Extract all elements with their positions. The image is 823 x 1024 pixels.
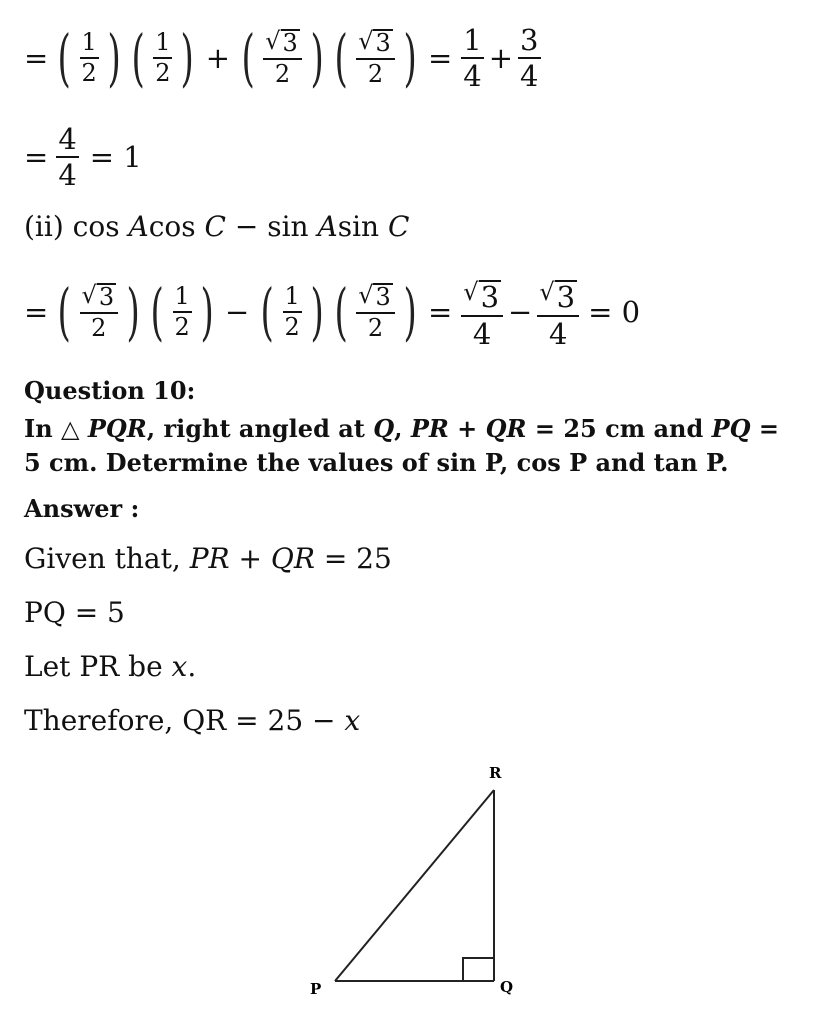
answer-label: Answer : bbox=[24, 494, 140, 523]
question-text-line-1: In △ PQR, right angled at Q, PR + QR = 25 cm and PQ = bbox=[24, 414, 779, 443]
fraction: √ 3 4 bbox=[537, 275, 579, 349]
equation-line-2 bbox=[24, 118, 142, 196]
given-line: Given that, PR + QR = 25 bbox=[24, 542, 392, 575]
fraction: $\frac{1}{4}$ bbox=[463, 22, 482, 93]
paren-group: ( $\frac{1}{2}$ ) bbox=[150, 275, 214, 348]
therefore-line: Therefore, QR = 25 − x bbox=[24, 704, 361, 737]
sqrt-sign: √ 3 bbox=[265, 26, 298, 57]
equation-line-4 bbox=[24, 272, 640, 352]
side-pr bbox=[335, 790, 494, 981]
vertex-label-q: Q bbox=[500, 978, 514, 996]
let-line: Let PR be x. bbox=[24, 650, 197, 683]
question-title: Question 10: bbox=[24, 376, 196, 405]
fraction: $\frac{1}{2}$ bbox=[174, 281, 190, 341]
paren-group: ( $\frac{1}{2}$ ) bbox=[131, 21, 195, 94]
equation-line-1 bbox=[24, 18, 544, 98]
equals-sign: = bbox=[24, 41, 49, 75]
sqrt-sign: √ 3 bbox=[539, 278, 576, 315]
paren-group: ( √ 3 2 ) bbox=[334, 21, 417, 94]
fraction: √ 3 2 bbox=[356, 283, 395, 341]
sqrt-sign: √ 3 bbox=[463, 278, 500, 315]
fraction: √ 3 4 bbox=[461, 275, 503, 349]
pq-line: PQ = 5 bbox=[24, 596, 125, 629]
equals-sign: = bbox=[24, 140, 49, 174]
fraction: $\frac{1}{2}$ bbox=[155, 27, 171, 87]
equals-sign: = bbox=[427, 295, 453, 329]
equals-sign: = bbox=[427, 41, 453, 75]
vertex-label-p: P bbox=[310, 980, 322, 998]
sqrt-sign: √ 3 bbox=[81, 280, 115, 311]
equals-sign: = bbox=[24, 295, 49, 329]
paren-group: ( $\frac{1}{2}$ ) bbox=[57, 21, 121, 94]
sqrt-sign: √ 3 bbox=[358, 280, 391, 311]
right-angle-marker bbox=[463, 958, 494, 981]
fraction: $\frac{3}{4}$ bbox=[520, 22, 539, 93]
minus-sign: − bbox=[224, 295, 250, 329]
part-ii-heading: (ii) cos Acos C − sin Asin C bbox=[24, 210, 410, 243]
minus-sign: − bbox=[508, 295, 533, 329]
fraction: $\frac{4}{4}$ bbox=[58, 121, 77, 192]
fraction: √ 3 2 bbox=[263, 29, 302, 87]
sqrt-sign: √ 3 bbox=[358, 26, 391, 57]
paren-group: ( √ 3 2 ) bbox=[57, 275, 140, 348]
fraction: √ 3 2 bbox=[80, 283, 119, 341]
fraction: $\frac{1}{2}$ bbox=[81, 27, 97, 87]
plus-sign: + bbox=[205, 41, 230, 75]
paren-group: ( $\frac{1}{2}$ ) bbox=[260, 275, 324, 348]
equals-zero: = 0 bbox=[588, 295, 641, 329]
paren-group: ( √ 3 2 ) bbox=[241, 21, 324, 94]
paren-group: ( √ 3 2 ) bbox=[334, 275, 417, 348]
equals-one: = 1 bbox=[89, 140, 142, 174]
fraction: $\frac{1}{2}$ bbox=[284, 281, 300, 341]
triangle-figure bbox=[300, 750, 540, 1010]
vertex-label-r: R bbox=[489, 764, 502, 782]
fraction: √ 3 2 bbox=[356, 29, 395, 87]
question-text-line-2: 5 cm. Determine the values of sin P, cos P and tan P. bbox=[24, 448, 729, 477]
plus-sign: + bbox=[488, 41, 514, 75]
